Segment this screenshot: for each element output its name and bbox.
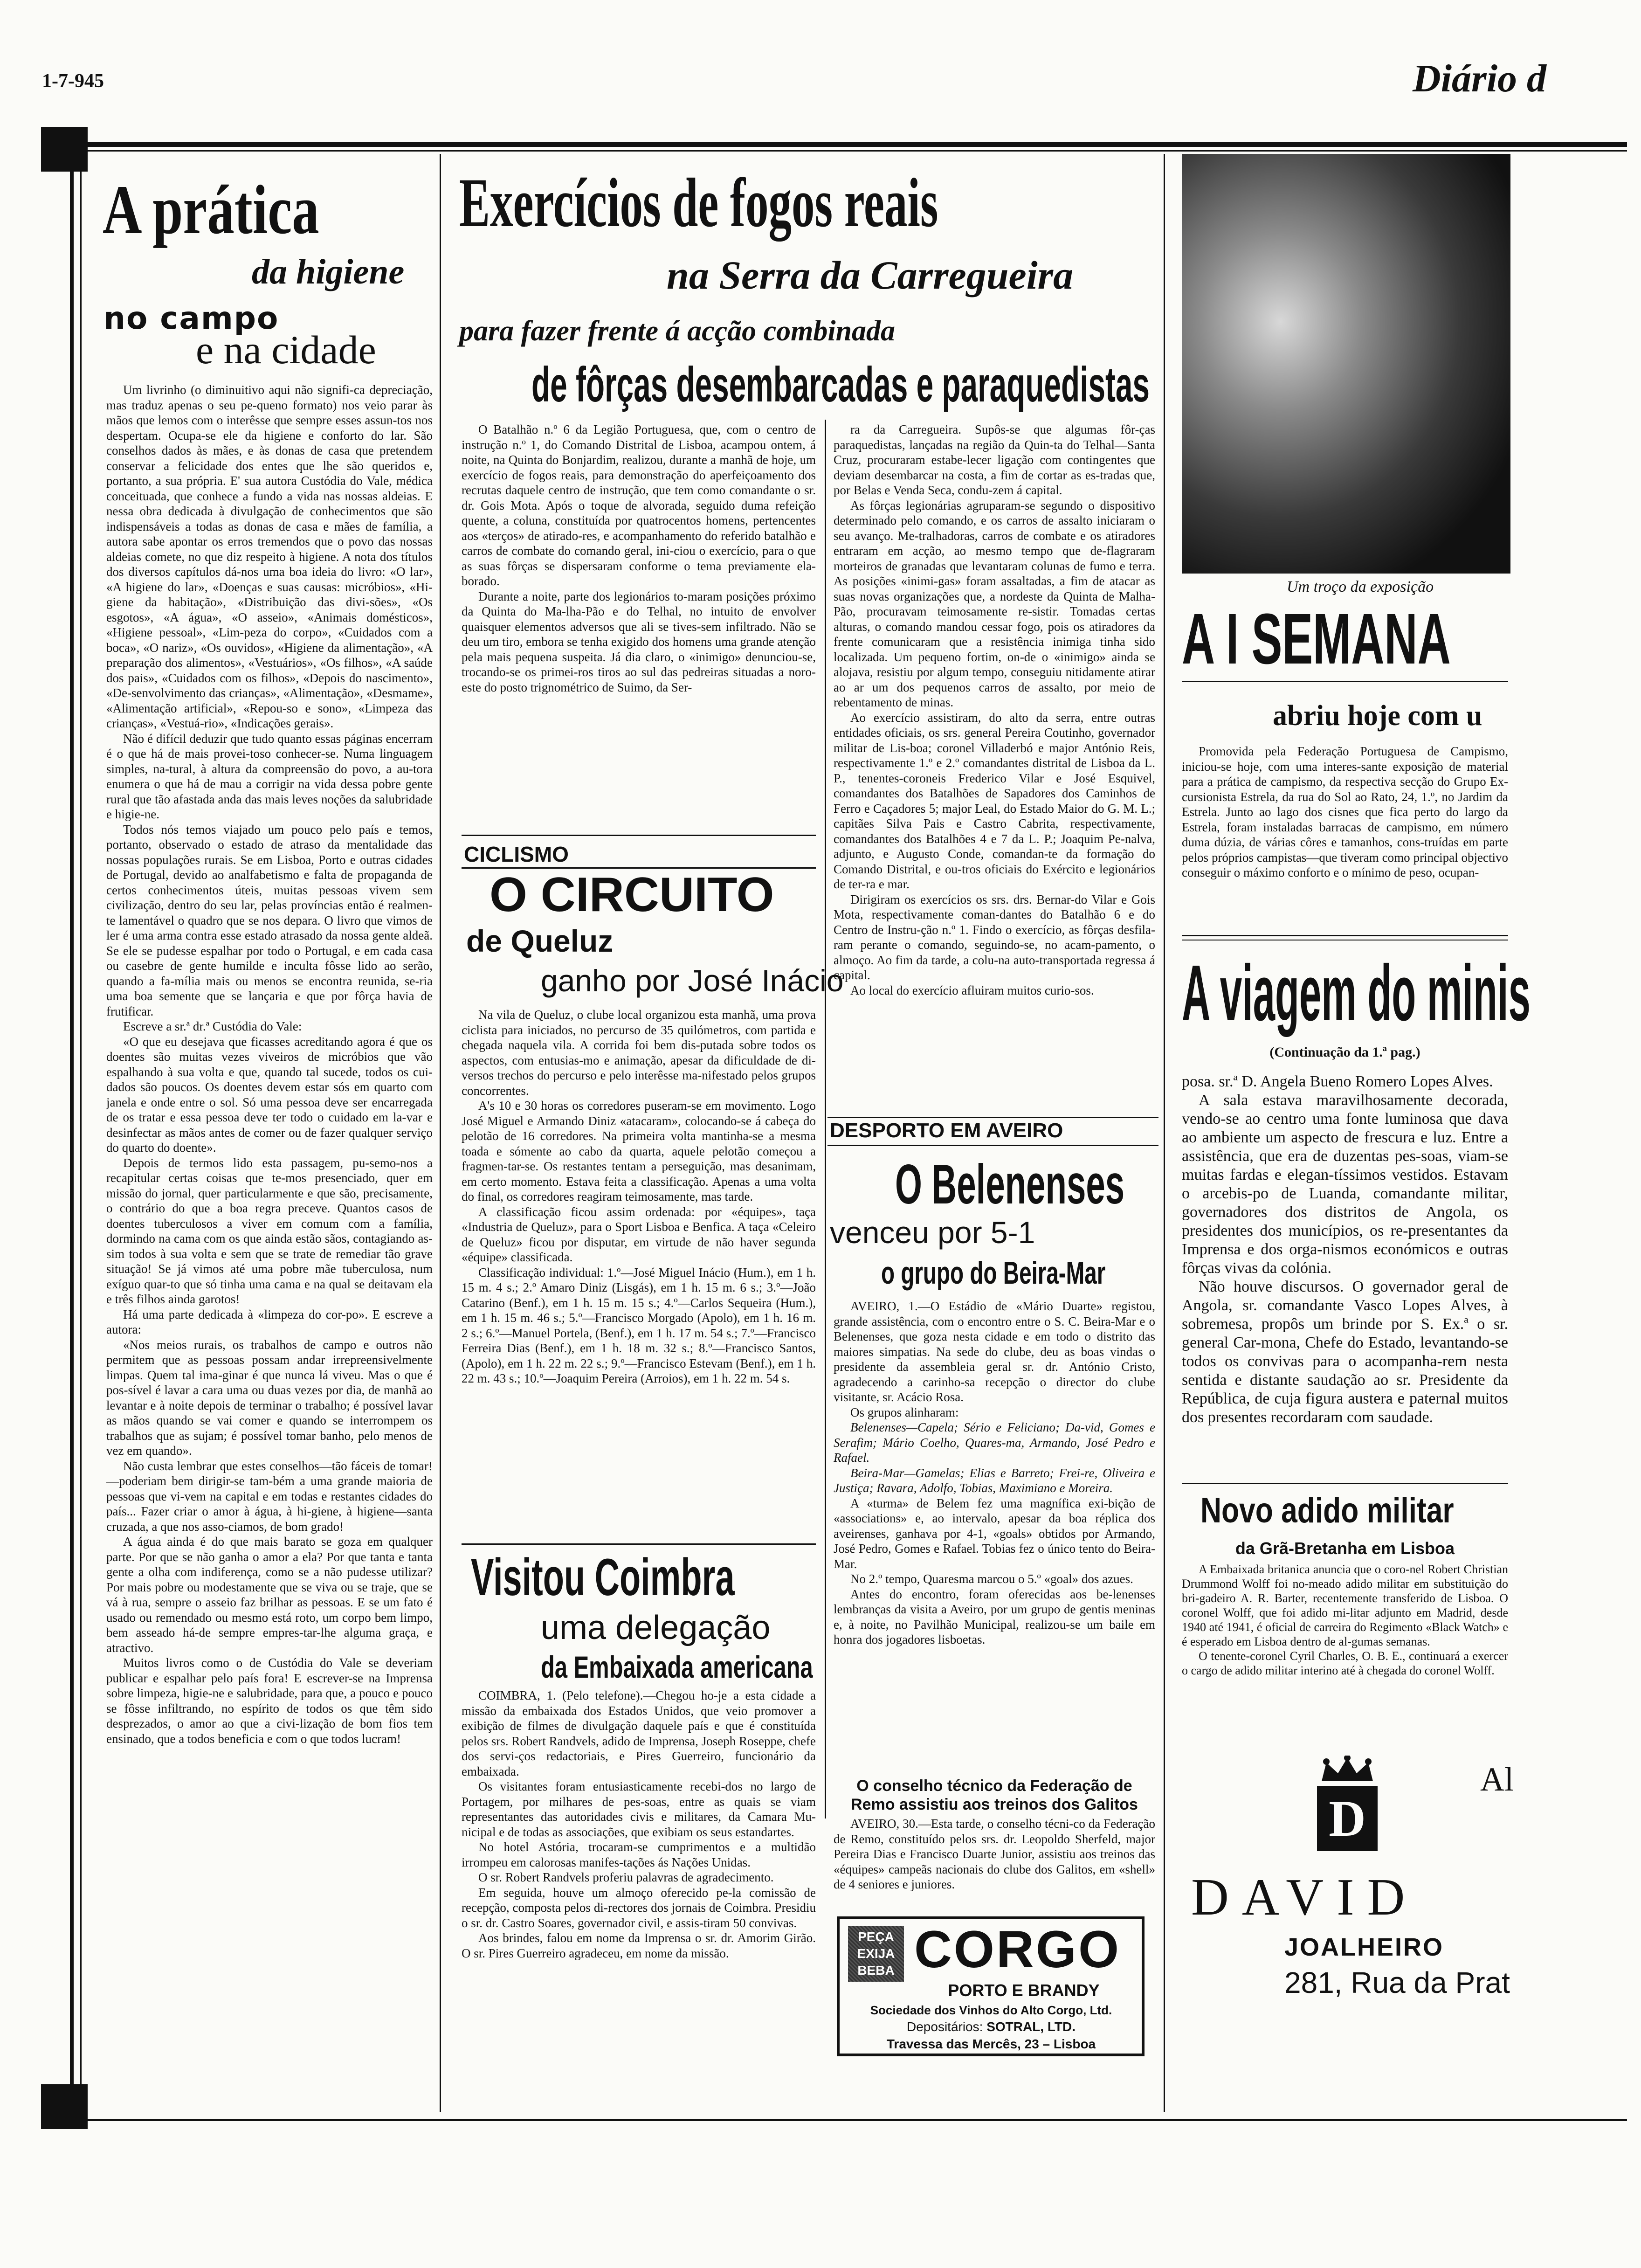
header-paper-name: Diário d [1413,57,1547,100]
coimbra-subtitle-2: da Embaixada americana [541,1650,813,1684]
david-ad-address: 281, Rua da Prat [1284,1966,1510,1999]
adido-paragraph: O tenente-coronel Cyril Charles, O. B. E., continuará a exercer o cargo de adido militar interino até à chegada do coronel Wolff. [1182,1649,1508,1677]
left-rule-thick [70,140,74,2117]
hygiene-paragraph: Todos nós temos viajado um pouco pelo país e temos, portanto, observado o estado de atraso da mentalidade das nossas populações rurais. Se em Lisboa, Porto e outras cidades de Portugal, devido ao analfabetismo e falta de propaganda de certos conhecimentos úteis, muitas pessoas vivem sem civilização, dentro do seu lar, pelas províncias então é realmen-te lamentável o quadro que se nos depara. O livro que vimos de ler é uma arma contra esse estado atrasado da nossa gente aldeã. Se ele se pudesse espalhar por todo o Portugal, e em cada casa ou casebre de gente humilde e inculta fôsse lido ao serão, quando a fa-mília mais ou menos se encontra reunida, se-ria uma boa semente que se lançaria e que por fôrça havia de frutificar. [106,822,433,1018]
desporto-paragraph: AVEIRO, 1.—O Estádio de «Mário Duarte» registou, grande assistência, com o encontro entre o S. C. Beira-Mar e o Belenenses, que goza nesta cidade e em todo o distrito das maiores simpatias. Na sede do clube, deu as boas vindas o presidente da assembleia geral sr. dr. António Cristo, agradecendo a carinho-sa recepção o director do clube visitante, sr. Acácio Rosa. [834,1299,1155,1404]
hygiene-subtitle-3: e na cidade [196,327,376,372]
coimbra-subtitle-1: uma delegação [541,1609,771,1646]
fogos-paragraph: Ao local do exercício afluiram muitos curio-sos. [850,983,1094,997]
semana-title: A I SEMANA [1182,599,1451,679]
header-date: 1-7-945 [42,70,104,92]
viagem-paragraph: A sala estava maravilhosamente decorada, vendo-se ao centro uma fonte luminosa que dava ao ambiente um aspecto de frescura e luz. Entre a assistência, que era de duzentas pes-soas, viam-se muitas fardas e elegan-tíssimos vestidos. Estavam o arcebis-po de Luanda, comandante militar, governadores dos distritos de Angola, os presidentes dos municípios, os re-presentantes da Imprensa e dos orga-nismos económicos e outras fôrças vivas da colónia. [1182,1092,1508,1277]
adido-paragraph: A Embaixada britanica anuncia que o coro-nel Robert Christian Drummond Wolff foi no-meado adido militar em substituição do bri-gadeiro A. R. Barter, recentemente transferido de Lisboa. O coronel Wolff, que foi adido mi-litar adjunto em Madrid, desde 1940 até 1941, é oficial de carreira do Regimento «Black Watch» e é esperado em Lisboa dentro de al-gumas semanas. [1182,1563,1508,1648]
desporto-paragraph: Os grupos alinharam: [850,1405,959,1419]
hygiene-paragraph: «O que eu desejava que ficasses acreditando agora é que os doentes são muitas vezes viveiros de micróbios que vão espalhando à sua volta e que, quando tal sucede, todos os cui-dados são poucos. Os doentes devem estar sós em quarto com janela e onde entre o sol. Só uma pessoa deve ser encarregada de os tratar e essa pessoa deve ter todo o cuidado em la-var e desinfectar as mãos antes de comer ou de fazer qualquer serviço do quarto do doente». [106,1034,433,1155]
fogos-subtitle-3: de fôrças desembarcadas e paraquedistas [531,357,1150,412]
exhibition-photo-caption: Um troço da exposição [1287,578,1434,595]
fogos-paragraph: Dirigiram os exercícios os srs. drs. Bernar-do Vilar e Gois Mota, respectivamente coman-dantes do Batalhão 6 e do Centro de Instru-ção n.º 1. Findo o exercício, as fôrças desfila-ram perante o comando, seguindo-se, no acam-pamento, o almoço. Ao fim da tarde, a colu-na auto-transportada regressa á capital. [834,892,1155,982]
adido-body [1182,1562,1508,1721]
hygiene-paragraph: Um livrinho (o diminuitivo aqui não signifi-ca depreciação, mas traduz apenas o seu pe-queno formato) nos veio parar às mãos que lemos com o interêsse que sempre esses assun-tos nos despertam. Ocupa-se ele da higiene e conforto do lar. São conselhos dados às mães, e às donas de casa que pretendem conservar a felicidade dos entes que lhe são queridos e, portanto, a sua própria. E' sua autora Custódia do Vale, médica conceituada, que conhece a fundo a vida nas nossas aldeias. E nessa obra dedicada à divulgação de conhecimentos que são indispensáveis a todas as donas de casa e mães de família, a autora sabe apontar os erros tremendos que o povo das nossas aldeias comete, no que diz respeito à higiene. A nota dos títulos dos diversos capítulos dá-nos uma boa ideia do livro: «O lar», «A higiene do lar», «Doenças e suas causas: micróbios», «Hi-giene da habitação», «Distribuição das divi-sões», «Os esgotos», «A água», «O asseio», «Animais domésticos», «Higiene pessoal», «Lim-peza do corpo», «Cuidados com a boca», «O nariz», «Os ouvidos», «Higiene da alimentação», «A preparação dos alimentos», «Vestuários», «Os filhos», «A saúde dos pais», «Cuidados com os filhos», «Depois do nascimento», «De-senvolvimento das crianças», «Alimentação», «Desmame», «Alimentação artificial», «Repou-so e sono», «Limpeza das crianças», «Vestuá-rio», «Indicações gerais». [106,383,433,730]
left-rule-thin [80,140,82,2117]
remo-body [834,1816,1155,1909]
desporto-subtitle-1: venceu por 5-1 [830,1215,1035,1250]
semana-paragraph: Promovida pela Federação Portuguesa de Campismo, iniciou-se hoje, com uma interes-sante exposição de material para a prática de campismo, da respectiva secção do Grupo Ex-cursionista Estrela, da rua do Sol ao Rato, 24, 1.º, no Jardim da Estrela. Junto ao lago dos cisnes que fica perto do largo da Estrela, foram instaladas barracas de campismo, em número duma dúzia, de várias côres e tamanhos, cons-truídas em parte pelos próprios campistas—que tiveram como principal objectivo conseguir o máximo conforto e o mínimo de peso, ocupan- [1182,744,1508,879]
david-ad-monogram-letter: D [1329,1790,1366,1847]
corgo-ad-word-2: EXIJA [857,1946,895,1961]
desporto-paragraph: No 2.º tempo, Quaresma marcou o 5.º «goal» dos azues. [850,1572,1133,1586]
hygiene-paragraph: A água ainda é do que mais barato se goza em qualquer parte. Por que se não ganha o amor a ela? Por que tanta e tanta gente a olha com indiferença, como se a não pudesse utilizar? Por mais pobre ou modestamente que se viva ou se traje, que se vá à rua, sempre o asseio faz brilhar as pessoas. E se um fato é usado ou remendado ou mesmo está roto, um corpo bem limpo, bem asseado há-de sempre empres-tar-lhe alguma graça, e atractivo. [106,1535,433,1655]
fogos-paragraph: Ao exercício assistiram, do alto da serra, entre outras entidades oficiais, os srs. general Pereira Coutinho, governador militar de Lis-boa; coronel Villaderbó e major António Reis, respectivamente 1.º e 2.º comandantes distrital de Lisboa da L. P., tenentes-coroneis Frederico Vilar e José Esquivel, comandantes dos Batalhões de Sapadores dos Caminhos de Ferro e Caçadores 5; major Leal, do Estado Maior do G. M. L.; capitães Silva Pais e Castro Cabrita, respectivamente, comandantes dos Batalhões 4 e 7 da L. P.; Joaquim Pe-nalva, adjunto, e Augusto Conde, comandan-te da formação do Comando Distrital, e ou-tros oficiais do Exército e legionários de ter-ra e mar. [834,710,1155,891]
corgo-ad-company: Sociedade dos Vinhos do Alto Corgo, Ltd. [870,2003,1112,2017]
fogos-title: Exercícios de fogos reais [459,164,938,242]
david-ad-name: DAVID [1191,1868,1418,1926]
viagem-top-rule [1182,935,1508,936]
semana-title-rule [1182,681,1508,682]
ciclismo-subtitle-1: de Queluz [466,924,614,958]
hygiene-title: A prática [103,171,319,249]
hygiene-paragraph: «Nos meios rurais, os trabalhos de campo e outros não permitem que as pessoas possam andar irrepreensivelmente limpas. Quem tal ima-ginar é que nunca lá viveu. Mas o que é pos-sível é lavar a cara uma ou duas vezes por dia, de manhã ao levantar e à noite depois de terminar o trabalho; é possível lavar as mãos quando se vai comer e quando se interrompem os trabalhos que as sujam; é possível tomar banho, pelo menos de vez em quando». [106,1337,433,1458]
corgo-ad-brand: CORGO [914,1920,1121,1978]
corgo-ad [837,1916,1145,2056]
ciclismo-paragraph: A classificação ficou assim ordenada: por «équipes», taça «Industria de Queluz», para o Sport Lisboa e Benfica. A taça «Celeiro de Queluz» ficou por disputar, em virtude de não haver segunda «équipe» classificada. [462,1204,816,1264]
corgo-ad-depot [849,2019,1133,2034]
coimbra-top-rule [462,1543,816,1545]
hygiene-paragraph: Depois de termos lido esta passagem, pu-semo-nos a recapitular certas coisas que te-mos presenciado, quer em missão do jornal, quer particularmente e que são, precisamente, o contrário do que a boa regra preceve. Quantos casos de doentes tuberculosos a viver em comum com a família, dormindo na cama com os que ainda estão sãos, contagiando as-sim todos à sua volta e sem que se trate de remediar tão grave situação! Se já vimos até uma pobre mãe tuberculosa, num exíguo quar-to que só tinha uma cama e na qual se deitavam ela e três filhos ainda garotos! [106,1155,433,1306]
bottom-rule [84,2119,1627,2121]
ciclismo-subtitle-2: ganho por José Inácio [541,963,844,998]
column-separator-1 [440,154,441,2112]
hygiene-paragraph: Muitos livros como o de Custódia do Vale se deveriam publicar e espalhar pelo país fora! E escrever-se na Imprensa sobre limpeza, higie-ne e salubridade, para que, a pouco e pouco se fôsse infiltrando, no espírito de todos os que têm sido desprezados, o amor ao que a civi-lização de bom fios tem ensinado, que a todos beneficia e com o que todos lucram! [106,1656,433,1746]
adido-title: Novo adido militar [1200,1491,1454,1530]
viagem-paragraph: posa. sr.ª D. Angela Bueno Romero Lopes Alves. [1182,1073,1493,1090]
desporto-paragraph: A «turma» de Belem fez uma magnífica exi-bição de «associations» e, ao intervalo, apesar da boa réplica dos aveirenses, ganhava por 4-1, «goals» obtidos por Armando, José Pedro, Gomes e Rafael. Tobias fez o único tento do Beira-Mar. [834,1496,1155,1571]
top-rule-thick [84,142,1627,147]
corgo-ad-word-3: BEBA [857,1963,895,1978]
viagem-body [1182,1072,1508,1478]
hygiene-paragraph: Escreve a sr.ª dr.ª Custódia do Vale: [123,1019,302,1033]
coimbra-paragraph: No hotel Astória, trocaram-se cumprimentos e a multidão irrompeu em calorosas manifes-tações ás Nações Unidas. [462,1840,816,1869]
david-ad-corner: Al [1480,1761,1514,1798]
column-separator-3 [1164,154,1165,2112]
desporto-body [834,1299,1155,1774]
column-separator-2 [825,420,826,1819]
semana-body [1182,744,1508,926]
corgo-ad-label-box [848,1926,904,1982]
hygiene-paragraph: Há uma parte dedicada à «limpeza do cor-po». E escreve a autora: [106,1307,433,1336]
remo-subheading: O conselho técnico da Federação de Remo assistiu aos treinos dos Galitos [851,1777,1138,1813]
hygiene-paragraph: Não é difícil deduzir que tudo quanto essas páginas encerram é o que há de mais provei-toso conhecer-se. Numa linguagem simples, na-tural, à altura da compreensão do povo, a au-tora enumera o que há de mau a corrigir na vida dessa pobre gente rural que tão afastada anda das mais leves noções da salubridade e higie-ne. [106,731,433,821]
exhibition-photo [1182,154,1510,574]
coimbra-paragraph: Os visitantes foram entusiasticamente recebi-dos no largo de Portagem, por milhares de pes-soas, entre as quais se viam representantes das autoridades civis e militares, da Camara Mu-nicipal e de todas as associações, que exibiam os seus estandartes. [462,1779,816,1839]
desporto-title: O Belenenses [895,1153,1125,1216]
hygiene-paragraph: Não custa lembrar que estes conselhos—tão fáceis de tomar!—poderiam bem dirigir-se tam-bém a uma grande maioria de pessoas que vi-vem na capital e em todas e restantes cidades do país... Fazer criar o amor à água, à hi-giene, à higiene—santa cruzada, a que nos asso-ciamos, de bom grado! [106,1459,433,1534]
semana-subtitle: abriu hoje com u [1273,700,1482,732]
viagem-continuation: (Continuação da 1.ª pag.) [1269,1044,1420,1060]
fogos-paragraph: ra da Carregueira. Supôs-se que algumas fôr-ças paraquedistas, lançadas na região da Quin-ta do Telhal—Santa Cruz, procuraram estabe-lecer ligação com contingentes que deviam desembarcar na costa, a fim de cortar as es-tradas que, por Belas e Venda Seca, condu-zem á capital. [834,422,1155,497]
desporto-section-label: DESPORTO EM AVEIRO [830,1119,1063,1142]
desporto-section-rule-bottom [827,1145,1158,1146]
corgo-ad-depot-name: SOTRAL, LTD. [986,2019,1076,2034]
corgo-ad-word-1: PEÇA [858,1929,894,1944]
corgo-ad-address: Travessa das Mercês, 23 – Lisboa [886,2037,1096,2051]
desporto-paragraph: Antes do encontro, foram oferecidas aos be-lenenses lembranças da visita a Aveiro, por um grupo de gentis meninas e, à noite, no Pavilhão Municipal, realizou-se um baile em honra dos jogadores lisboetas. [834,1587,1155,1646]
coimbra-body [462,1688,816,2108]
viagem-paragraph: Não houve discursos. O governador geral de Angola, sr. comandante Vasco Lopes Alves, à sobremesa, propôs um brinde por S. Ex.ª o sr. general Car-mona, Chefe do Estado, levantando-se todos os convivas para o acompanha-rem nesta sentida e distante saudação ao sr. Presidente da República, de cuja figura austera e paternal muitos dos presentes recordaram com saudade. [1182,1278,1508,1426]
desporto-subtitle-2: o grupo do Beira-Mar [881,1255,1106,1291]
desporto-section-rule [827,1117,1158,1118]
remo-paragraph: AVEIRO, 30.—Esta tarde, o conselho técni-co da Federação de Remo, constituído pelos srs. dr. Leopoldo Sherfeld, major Pereira Dias e Francisco Duarte Junior, assistiu aos treinos das «équipes» campeãs nacionais do clube dos Galitos, em «shell» de 4 seniores e juniores. [834,1817,1155,1891]
ciclismo-title: O CIRCUITO [490,868,774,922]
ciclismo-paragraph: A's 10 e 30 horas os corredores puseram-se em movimento. Logo José Miguel e Armando Diniz «atacaram», colocando-se á cabeça do pelotão de 16 corredores. Na primeira volta mantinha-se a mesma toada e sómente ao cabo da quarta, aquele pelotão começou a fragmen-tar-se. Os restantes tentam a perseguição, mas desanimam, em certo momento. Estava feita a classificação. Apenas a uma volta do final, os corredores reagiram teimosamente, mas tarde. [462,1099,816,1203]
desporto-paragraph: Belenenses—Capela; Sério e Feliciano; Da-vid, Gomes e Serafim; Mário Coelho, Quares-ma, Armando, José Pedro e Rafael. [834,1420,1155,1465]
coimbra-title: Visitou Coimbra [471,1548,735,1606]
coimbra-paragraph: Em seguida, houve um almoço oferecido pe-la comissão de recepção, composta pelos di-rectores dos jornais de Coimbra. Presidiu o sr. dr. Castro Soares, governador civil, e assis-tiram 50 convivas. [462,1885,816,1930]
ciclismo-paragraph: Na vila de Queluz, o clube local organizou esta manhã, uma prova ciclista para iniciados, no percurso de 35 quilómetros, com partida e chegada naquela vila. A corrida foi bem dis-putada sobre todos os aspectos, com entusias-mo e animação, apesar da dificuldade de di-versos trechos do percurso e pelo interêsse ma-nifestado pelos grupos concorrentes. [462,1008,816,1098]
fogos-paragraph: Durante a noite, parte dos legionários to-maram posições próximo da Quinta do Ma-lha-Pão e do Telhal, no intuito de envolver quaisquer elementos adversos que ali se tives-sem infiltrado. Não se deu um tiro, embora se tenha exigido dos homens uma grande atenção pela mais pequena suspeita. Já dia claro, o «inimigo» denunciou-se, trocando-se os primei-ros tiros ao sul das pedreiras situadas a noro-este do posto trignométrico de Suimo, da Ser- [462,589,816,694]
top-rule-thin [84,150,1627,152]
adido-top-rule [1182,1483,1508,1484]
ciclismo-section-label: CICLISMO [464,842,569,866]
corgo-ad-depot-label: Depositários: [907,2019,983,2034]
corgo-ad-product: PORTO E BRANDY [948,1981,1100,2000]
hygiene-subtitle-1: da higiene [252,252,405,291]
david-ad [1182,1746,1514,2087]
hygiene-subtitle-2: no campo [103,300,279,336]
adido-subtitle: da Grã-Bretanha em Lisboa [1235,1539,1455,1558]
desporto-paragraph: Beira-Mar—Gamelas; Elias e Barreto; Frei-re, Oliveira e Justiça; Ravara, Adolfo, Tobias, Maximiano e Moreira. [834,1466,1155,1495]
david-ad-trade: JOALHEIRO [1284,1933,1444,1961]
ciclismo-section-rule [462,835,816,836]
fogos-body-col1 [462,422,816,828]
coimbra-paragraph: COIMBRA, 1. (Pelo telefone).—Chegou ho-je a esta cidade a missão da embaixada dos Estados Unidos, que veio promover a exibição de filmes de divulgação daquele país e que é constituída pelos srs. Robert Randvels, adido de Imprensa, Joseph Roseppe, chefe dos servi-ços redactoriais, e Pires Guerreiro, funcionário da embaixada. [462,1688,816,1778]
david-ad-monogram [1317,1786,1378,1851]
fogos-subtitle-2: para fazer frente á acção combinada [459,315,896,347]
hygiene-body [106,382,433,2103]
fogos-subtitle-1: na Serra da Carregueira [667,253,1074,297]
fogos-paragraph: As fôrças legionárias agruparam-se segundo o dispositivo determinado pelo comando, e os carros de assalto iniciaram o seu avanço. Me-tralhadoras, carros de combate e os atiradores entraram em acção, ao mesmo tempo que de-flagraram morteiros de granadas que levantaram colunas de fumo e terra. As posições «inimi-gas» foram assaltadas, a fim de atacar as suas novas organizações que, a nordeste da Quinta de Malha-Pão, procuravam teimosamente re-sistir. Tomadas certas alturas, o comando mandou cessar fogo, pois os atiradores da frente comunicaram que a resistência inimiga tinha sido localizada. Um pequeno fortim, on-de o «inimigo» ainda se alojava, resistiu por algum tempo, conseguiu nitidamente atirar ao ar um dos pequenos carros de assalto, por meio de rebentamento de minas. [834,498,1155,709]
david-ad-crown-icon [1317,1756,1378,1784]
fogos-paragraph: O Batalhão n.º 6 da Legião Portuguesa, que, com o centro de instrução n.º 1, do Comando Distrital de Lisboa, acampou ontem, á noite, na Quinta do Bonjardim, realizou, durante a manhã de hoje, um exercício de fogos reais, para demonstração do aperfeiçoamento dos recrutas daquele centro de instrução, que tem como comandante o sr. dr. Gois Mota. Após o toque de alvorada, seguido duma refeição quente, a coluna, constituída por quatrocentos homens, pertencentes aos «terços» de atirado-res, e acompanhamento do referido batalhão e carros de combate do comando geral, ini-ciou o exercício, para o que as suas fôrças se dispersaram conforme o tema previamente ela-borado. [462,422,816,588]
coimbra-paragraph: O sr. Robert Randvels proferiu palavras de agradecimento. [478,1870,774,1884]
ciclismo-body [462,1007,816,1534]
coimbra-paragraph: Aos brindes, falou em nome da Imprensa o sr. dr. Amorim Girão. O sr. Pires Guerreiro agradeceu, em nome da missão. [462,1931,816,1960]
viagem-title: A viagem do minis [1182,949,1531,1037]
fogos-body-col2 [834,422,1155,1107]
ciclismo-paragraph: Classificação individual: 1.º—José Miguel Inácio (Hum.), em 1 h. 15 m. 4 s.; 2.º Amaro Diniz (Lisgás), em 1 h. 15 m. 6 s.; 3.º—João Catarino (Benf.), em 1 h. 15 m. 15 s.; 4.º—Carlos Sequeira (Hum.), em 1 h. 15 m. 46 s.; 5.º—Francisco Morgado (Apolo), em 1 h. 16 m. 2 s.; 6.º—Manuel Portela, (Benf.), em 1 h. 17 m. 54 s.; 7.º—Francisco Ferreira Dias (Benf.), em 1 h. 18 m. 32 s.; 8.º—Francisco Santos, (Apolo), em 1 h. 22 m. 22 s.; 9.º—Francisco Estevam (Benf.), em 1 h. 22 m. 43 s.; 10.º—Joaquim Pereira (Arroios), em 1 h. 22 m. 54 s. [462,1265,816,1385]
